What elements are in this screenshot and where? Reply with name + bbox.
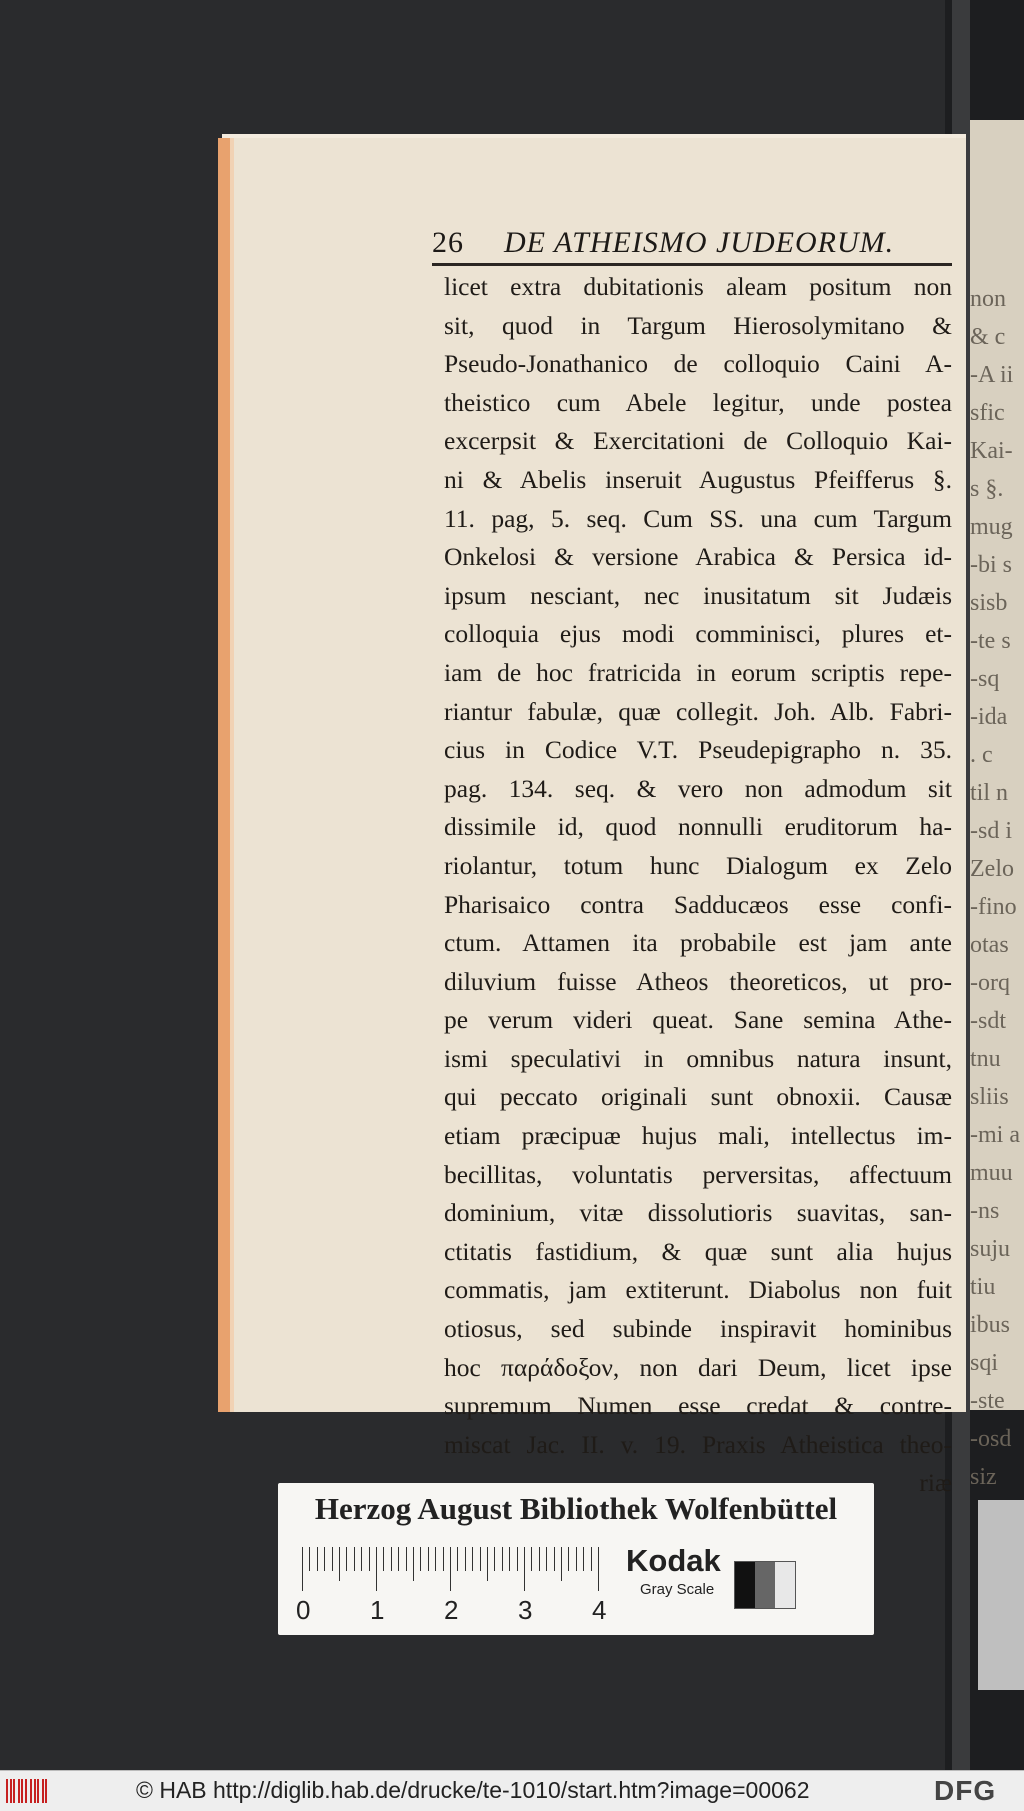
text-line: ctitatis fastidium, & quæ sunt alia hujus bbox=[444, 1236, 952, 1266]
barcode-bar bbox=[30, 1779, 32, 1803]
text-line: riantur fabulæ, quæ collegit. Joh. Alb. Fabri- bbox=[444, 696, 952, 726]
running-title: DE ATHEISMO JUDEORUM. bbox=[504, 226, 895, 259]
ruler-tick bbox=[391, 1547, 392, 1571]
ruler-tick bbox=[420, 1547, 421, 1571]
adjacent-fragment: sisb bbox=[970, 590, 1008, 616]
adjacent-fragment: sqi bbox=[970, 1350, 999, 1376]
barcode-bar bbox=[18, 1779, 20, 1803]
text-line: Pseudo-Jonathanico de colloquio Caini A- bbox=[444, 349, 952, 379]
adjacent-fragment: Kai- bbox=[970, 438, 1013, 464]
gray-scale-swatch bbox=[734, 1561, 796, 1609]
ruler-number: 0 bbox=[296, 1595, 311, 1625]
text-line: sit, quod in Targum Hierosolymitano & bbox=[444, 310, 952, 340]
text-line: hoc παράδοξον, non dari Deum, licet ipse bbox=[444, 1352, 952, 1382]
text-line: pag. 134. seq. & vero non admodum sit bbox=[444, 773, 952, 803]
ruler-tick bbox=[480, 1547, 481, 1571]
ruler-tick bbox=[369, 1547, 370, 1571]
text-line: Onkelosi & versione Arabica & Persica id- bbox=[444, 542, 952, 572]
ruler-numbers bbox=[296, 1595, 616, 1625]
ruler-tick bbox=[332, 1547, 333, 1571]
text-line: dissimile id, quod nonnulli eruditorum ha- bbox=[444, 812, 952, 842]
library-label bbox=[278, 1483, 874, 1635]
ruler-tick bbox=[568, 1547, 569, 1571]
dfg-logo: DFG bbox=[934, 1775, 997, 1806]
ruler-tick bbox=[324, 1547, 325, 1571]
barcode-bar bbox=[21, 1779, 23, 1803]
text-line: commatis, jam extiterunt. Diabolus non fuit bbox=[444, 1275, 952, 1305]
ruler-tick bbox=[554, 1547, 555, 1571]
adjacent-fragment: & c bbox=[970, 324, 1006, 350]
adjacent-fragment: non bbox=[970, 286, 1006, 312]
ruler-tick bbox=[346, 1547, 347, 1571]
ruler-tick bbox=[398, 1547, 399, 1571]
text-line: riæ bbox=[919, 1468, 952, 1498]
adjacent-fragment: -sd i bbox=[970, 818, 1012, 844]
ruler-number: 2 bbox=[444, 1595, 459, 1625]
ruler-tick bbox=[494, 1547, 495, 1571]
adjacent-fragment: ibus bbox=[970, 1312, 1011, 1338]
adjacent-fragment: tnu bbox=[970, 1046, 1001, 1072]
ruler-tick bbox=[354, 1547, 355, 1571]
barcode-bar bbox=[6, 1779, 8, 1803]
adjacent-fragment: suju bbox=[970, 1236, 1011, 1262]
barcode-bar bbox=[37, 1779, 39, 1803]
running-head bbox=[432, 226, 952, 266]
kodak-logo: Kodak bbox=[626, 1543, 721, 1578]
ruler-tick bbox=[487, 1547, 488, 1581]
ruler-tick bbox=[465, 1547, 466, 1571]
text-line: otiosus, sed subinde inspiravit hominibus bbox=[444, 1314, 952, 1344]
adjacent-fragment: -A ii bbox=[970, 362, 1014, 388]
ruler-tick bbox=[302, 1547, 303, 1591]
barcode-bar bbox=[42, 1779, 44, 1803]
text-line: qui peccato originali sunt obnoxii. Causæ bbox=[444, 1082, 952, 1112]
adjacent-page-text bbox=[970, 280, 1024, 1496]
ruler-tick bbox=[583, 1547, 584, 1571]
ruler-tick bbox=[406, 1547, 407, 1571]
ruler-tick bbox=[435, 1547, 436, 1571]
text-line: riolantur, totum hunc Dialogum ex Zelo bbox=[444, 850, 952, 880]
adjacent-fragment: -ste bbox=[970, 1388, 1005, 1414]
ruler-tick bbox=[524, 1547, 525, 1591]
adjacent-fragment: -orq bbox=[970, 970, 1010, 996]
barcode-bar bbox=[45, 1779, 47, 1803]
adjacent-fragment: otas bbox=[970, 932, 1009, 958]
adjacent-fragment: -ida bbox=[970, 704, 1008, 730]
barcode-bar bbox=[13, 1779, 15, 1803]
text-line: supremum Numen esse credat & contre- bbox=[444, 1391, 952, 1421]
text-line: diluvium fuisse Atheos theoreticos, ut pro- bbox=[444, 966, 952, 996]
barcode-bar bbox=[34, 1779, 36, 1803]
text-line: becillitas, voluntatis perversitas, affectuum bbox=[444, 1159, 952, 1189]
text-line: ipsum nesciant, nec inusitatum sit Judæis bbox=[444, 580, 952, 610]
ruler-tick bbox=[383, 1547, 384, 1571]
text-line: Pharisaico contra Sadducæos esse confi- bbox=[444, 889, 952, 919]
ruler-tick bbox=[576, 1547, 577, 1571]
adjacent-fragment: -te s bbox=[970, 628, 1011, 654]
adjacent-fragment: mug bbox=[970, 514, 1013, 540]
ruler-number: 4 bbox=[592, 1595, 607, 1625]
adjacent-fragment: siz bbox=[970, 1464, 997, 1490]
ruler-tick bbox=[361, 1547, 362, 1571]
adjacent-fragment: til n bbox=[970, 780, 1009, 806]
text-line: licet extra dubitationis aleam positum non bbox=[444, 272, 952, 301]
text-line: ctum. Attamen ita probabile est jam ante bbox=[444, 928, 952, 958]
ruler-tick bbox=[309, 1547, 310, 1571]
text-line: pe verum videri queat. Sane semina Athe- bbox=[444, 1005, 952, 1035]
adjacent-fragment: . c bbox=[970, 742, 993, 768]
scale-ruler bbox=[302, 1547, 602, 1591]
barcode-bar bbox=[10, 1779, 12, 1803]
text-line: ismi speculativi in omnibus natura insunt, bbox=[444, 1043, 952, 1073]
ruler-tick bbox=[450, 1547, 451, 1591]
ruler-tick bbox=[598, 1547, 599, 1591]
adjacent-fragment: -sq bbox=[970, 666, 1000, 692]
library-title: Herzog August Bibliothek Wolfenbüttel bbox=[314, 1491, 838, 1526]
ruler-tick bbox=[531, 1547, 532, 1571]
barcode-icon bbox=[6, 1779, 48, 1803]
ruler-tick bbox=[591, 1547, 592, 1571]
ruler-tick bbox=[413, 1547, 414, 1581]
adjacent-fragment: -sdt bbox=[970, 1008, 1006, 1034]
text-line: excerpsit & Exercitationi de Colloquio Kai- bbox=[444, 426, 952, 456]
adjacent-fragment: -fino bbox=[970, 894, 1017, 920]
text-line: dominium, vitæ dissolutioris suavitas, san- bbox=[444, 1198, 952, 1228]
ruler-tick bbox=[539, 1547, 540, 1571]
adjacent-fragment: sliis bbox=[970, 1084, 1009, 1110]
ruler-tick bbox=[509, 1547, 510, 1571]
ruler-number: 1 bbox=[370, 1595, 385, 1625]
text-line: iam de hoc fratricida in eorum scriptis repe- bbox=[444, 657, 952, 687]
text-line: cius in Codice V.T. Pseudepigrapho n. 35. bbox=[444, 735, 952, 765]
head-rule bbox=[432, 263, 952, 266]
text-line: etiam præcipuæ hujus mali, intellectus im- bbox=[444, 1121, 952, 1151]
adjacent-fragment: -bi s bbox=[970, 552, 1012, 578]
viewer-footer bbox=[0, 1770, 1024, 1811]
ruler-tick bbox=[561, 1547, 562, 1581]
adjacent-fragment: sfic bbox=[970, 400, 1005, 426]
adjacent-fragment: -mi a bbox=[970, 1122, 1020, 1148]
adjacent-fragment: -osd bbox=[970, 1426, 1012, 1452]
text-line: theistico cum Abele legitur, unde postea bbox=[444, 387, 952, 417]
barcode-bar bbox=[25, 1779, 27, 1803]
ruler-tick bbox=[546, 1547, 547, 1571]
adjacent-fragment: Zelo bbox=[970, 856, 1014, 882]
ruler-number: 3 bbox=[518, 1595, 533, 1625]
text-line: 11. pag, 5. seq. Cum SS. una cum Targum bbox=[444, 503, 952, 533]
ruler-tick bbox=[502, 1547, 503, 1571]
gray-scale-caption: Gray Scale bbox=[640, 1581, 715, 1598]
body-text bbox=[444, 268, 952, 1503]
swatch-white bbox=[775, 1562, 795, 1608]
adjacent-fragment: muu bbox=[970, 1160, 1013, 1186]
ruler-tick bbox=[376, 1547, 377, 1591]
adjacent-fragment: tiu bbox=[970, 1274, 996, 1300]
ruler-tick bbox=[317, 1547, 318, 1571]
ruler-tick bbox=[472, 1547, 473, 1571]
ruler-tick bbox=[428, 1547, 429, 1571]
copyright-url[interactable]: © HAB http://diglib.hab.de/drucke/te-1010/start.htm?image=00062 bbox=[136, 1777, 810, 1803]
adjacent-fragment: -ns bbox=[970, 1198, 1000, 1224]
adjacent-fragment: s §. bbox=[970, 476, 1004, 502]
ruler-tick bbox=[457, 1547, 458, 1571]
ruler-tick bbox=[517, 1547, 518, 1571]
page-number: 26 bbox=[432, 226, 464, 259]
color-card-edge bbox=[978, 1500, 1024, 1690]
swatch-gray bbox=[755, 1562, 775, 1608]
text-line: miscat Jac. II. v. 19. Praxis Atheistica theo- bbox=[444, 1429, 952, 1459]
ruler-tick bbox=[443, 1547, 444, 1571]
swatch-black bbox=[735, 1562, 755, 1608]
ruler-tick bbox=[339, 1547, 340, 1581]
adjacent-page bbox=[970, 120, 1024, 1490]
text-line: colloquia ejus modi comminisci, plures et- bbox=[444, 619, 952, 649]
text-line: ni & Abelis inseruit Augustus Pfeifferus §. bbox=[444, 464, 952, 494]
